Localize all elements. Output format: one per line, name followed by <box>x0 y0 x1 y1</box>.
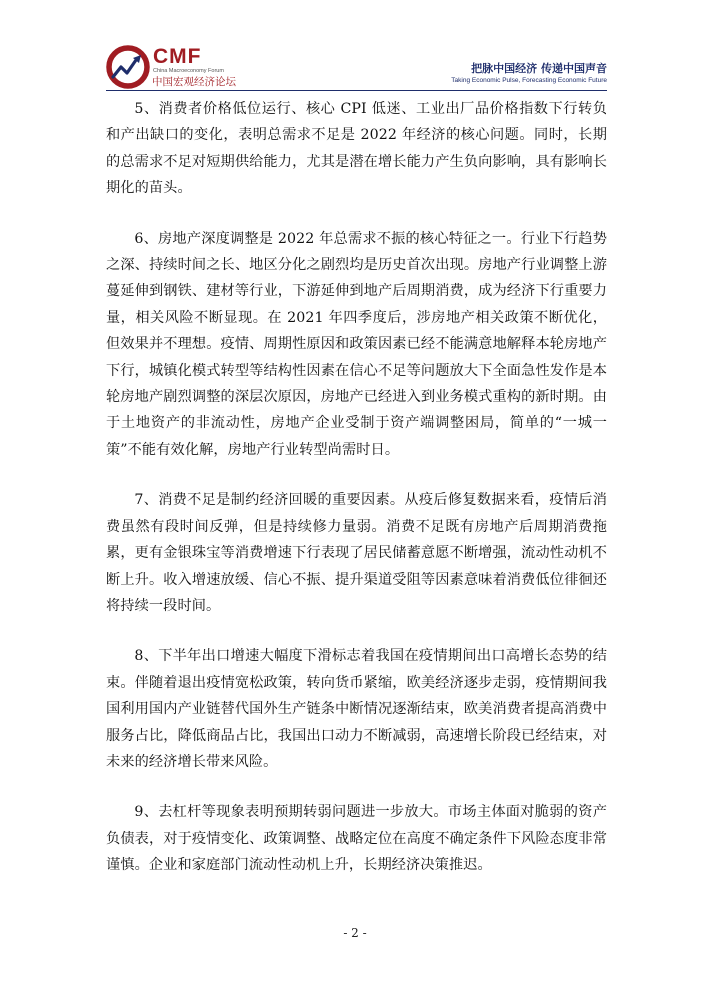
paragraph-5: 5、消费者价格低位运行、核心 CPI 低迷、工业出厂品价格指数下行转负和产出缺口的变化，表明总需求不足是 2022 年经济的核心问题。同时，长期的总需求不足对短期供给能力，尤其是潜在增长能力产生负向影响，具有影响长期化的苗头。 <box>106 101 607 197</box>
paragraph-6: 6、房地产深度调整是 2022 年总需求不振的核心特征之一。行业下行趋势之深、持续时间之长、地区分化之剧烈均是历史首次出现。房地产行业调整上游蔓延伸到钢铁、建材等行业，下游延伸到地产后周期消费，成为经济下行重要力量，相关风险不断显现。在 2021 年四季度后，涉房地产相关政策不断优化，但效果并不理想。疫情、周期性原因和政策因素已经不能满意地解释本轮房地产下行，城镇化模式转型等结构性因素在信心不足等问题放大下全面急性发作是本轮房地产剧烈调整的深层次原因，房地产已经进入到业务模式重构的新时期。由于土地资产的非流动性，房地产企业受制于资产端调整困局，简单的“一城一策”不能有效化解，房地产行业转型尚需时日。 <box>106 230 607 458</box>
logo-subtitle-cn: 中国宏观经济论坛 <box>152 76 236 88</box>
document-body <box>106 96 607 903</box>
paragraph-8: 8、下半年出口增速大幅度下滑标志着我国在疫情期间出口高增长态势的结束。伴随着退出疫情宽松政策，转向货币紧缩，欧美经济逐步走弱，疫情期间我国利用国内产业链替代国外生产链条中断情况逐渐结束，欧美消费者提高消费中服务占比，降低商品占比，我国出口动力不断减弱，高速增长阶段已经结束，对未来的经济增长带来风险。 <box>106 648 607 770</box>
cmf-logo-icon <box>106 45 150 91</box>
page-header <box>0 0 710 95</box>
header-divider <box>106 90 607 91</box>
logo-subtitle-en: China Macroeconomy Forum <box>153 68 224 74</box>
header-slogan-en: Taking Economic Pulse, Forecasting Economic Future <box>451 77 607 84</box>
paragraph-9: 9、去杠杆等现象表明预期转弱问题进一步放大。市场主体面对脆弱的资产负债表，对于疫情变化、政策调整、战略定位在高度不确定条件下风险态度非常谨慎。企业和家庭部门流动性动机上升，长期经济决策推迟。 <box>106 804 607 874</box>
page-number: - 2 - <box>343 926 367 940</box>
logo-wordmark: CMF <box>153 45 202 68</box>
header-slogan-cn: 把脉中国经济 传递中国声音 <box>471 62 607 75</box>
paragraph-7: 7、消费不足是制约经济回暖的重要因素。从疫后修复数据来看，疫情后消费虽然有段时间反弹，但是持续修力量弱。消费不足既有房地产后周期消费拖累，更有金银珠宝等消费增速下行表现了居民储蓄意愿不断增强，流动性动机不断上升。收入增速放缓、信心不振、提升渠道受阻等因素意味着消费低位徘徊还将持续一段时间。 <box>106 492 607 614</box>
